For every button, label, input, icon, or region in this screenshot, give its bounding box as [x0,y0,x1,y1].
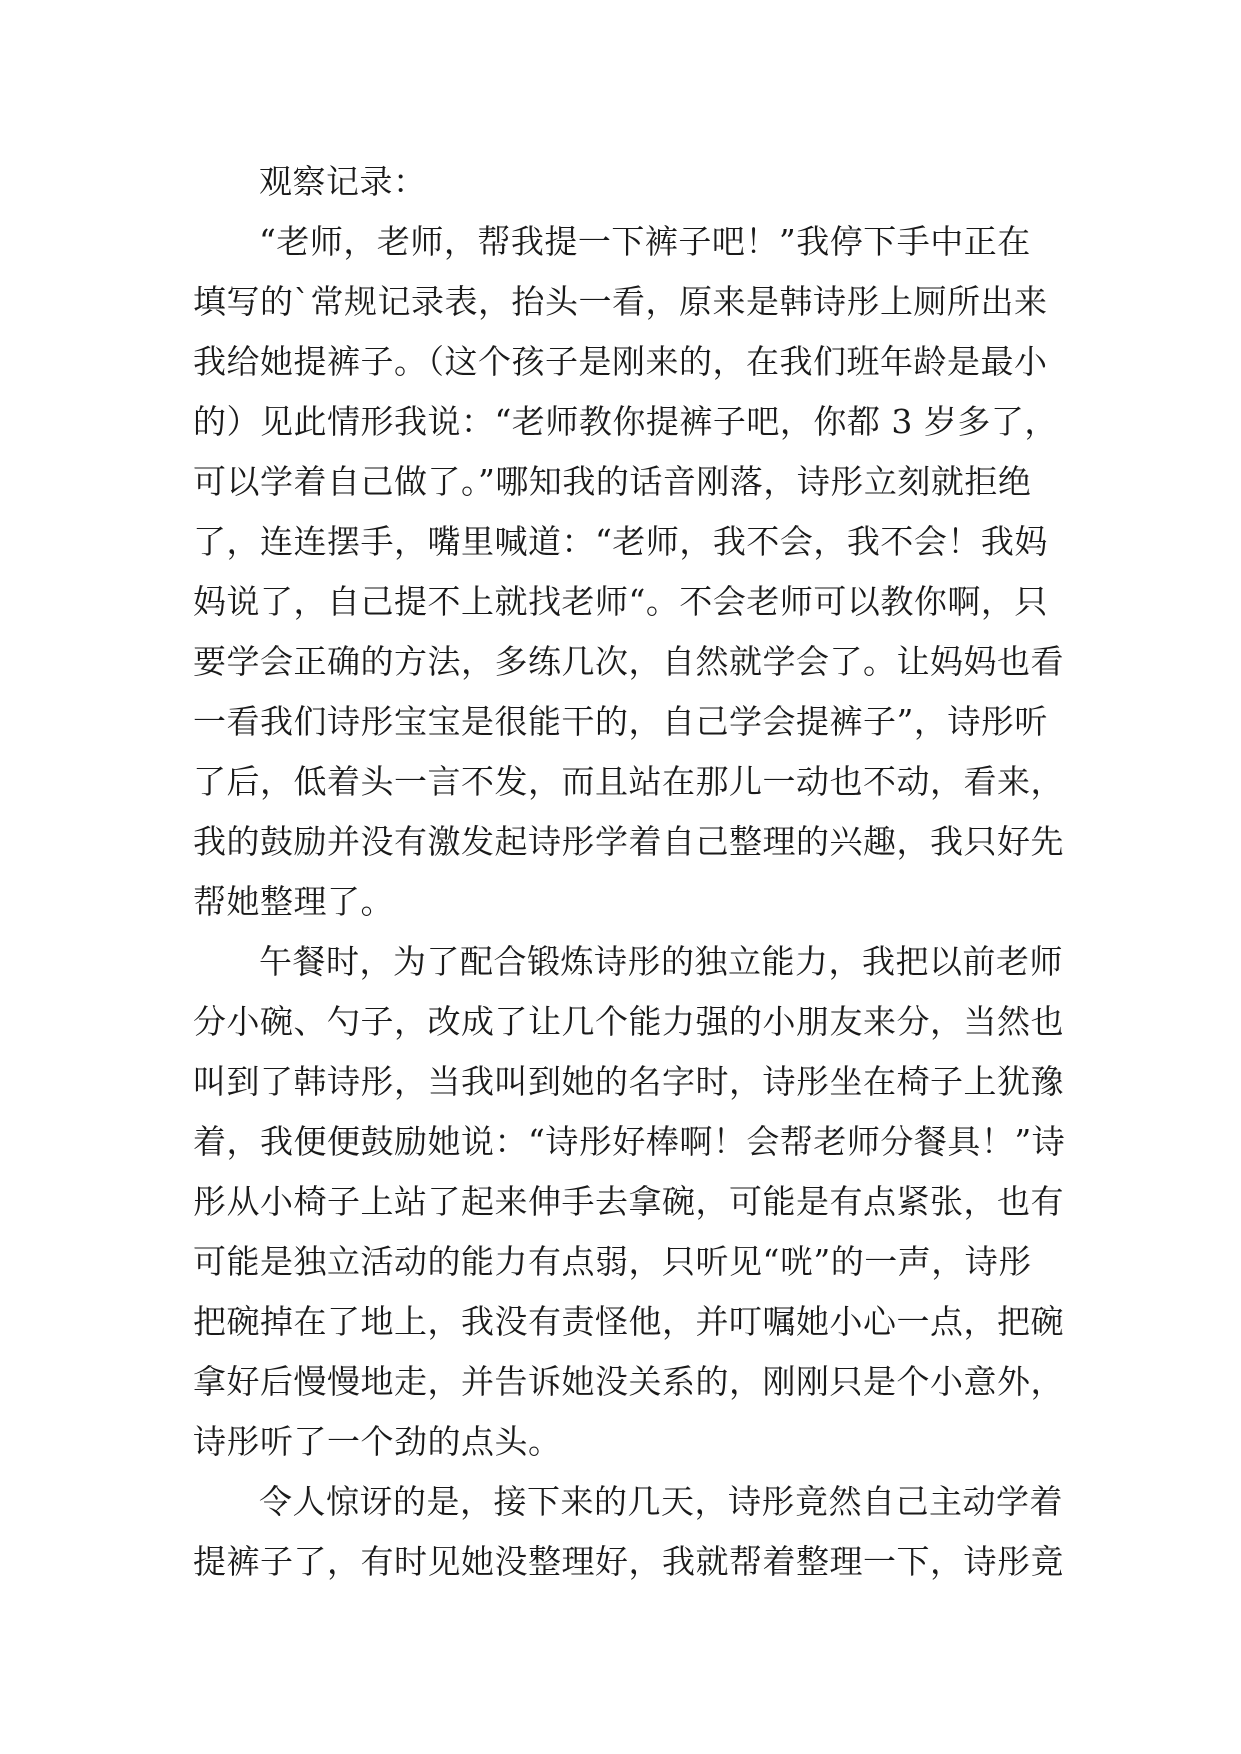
paragraph-1 [193,212,1064,932]
text-line: 把碗掉在了地上，我没有责怪他，并叮嘱她小心一点，把碗 [193,1302,1064,1341]
text-line: 一看我们诗彤宝宝是很能干的，自己学会提裤子”，诗彤听 [193,702,1048,741]
text-line: 我给她提裤子。（这个孩子是刚来的，在我们班年龄是最小 [193,342,1048,381]
text-line: 提裤子了，有时见她没整理好，我就帮着整理一下，诗彤竟 [193,1542,1064,1581]
text-line: 午餐时，为了配合锻炼诗彤的独立能力，我把以前老师 [259,942,1063,981]
text-line: 可能是独立活动的能力有点弱，只听见“咣”的一声，诗彤 [193,1242,1032,1281]
section-heading: 观察记录： [259,162,427,201]
text-line: 妈说了，自己提不上就找老师“。不会老师可以教你啊，只 [193,582,1048,621]
paragraph-2 [193,932,1066,1472]
text-line: “老师，老师，帮我提一下裤子吧！”我停下手中正在 [259,222,1031,261]
text-line: 令人惊讶的是，接下来的几天，诗彤竟然自己主动学着 [259,1482,1063,1521]
text-line: 拿好后慢慢地走，并告诉她没关系的，刚刚只是个小意外， [193,1362,1064,1401]
text-line: 分小碗、勺子，改成了让几个能力强的小朋友来分，当然也 [193,1002,1064,1041]
text-line: 着，我便便鼓励她说：“诗彤好棒啊！会帮老师分餐具！”诗 [193,1122,1066,1161]
text-line: 彤从小椅子上站了起来伸手去拿碗，可能是有点紧张，也有 [193,1182,1064,1221]
text-line: 了，连连摆手，嘴里喊道：“老师，我不会，我不会！我妈 [193,522,1048,561]
text-line: 可以学着自己做了。”哪知我的话音刚落，诗彤立刻就拒绝 [193,462,1032,501]
text-line: 的）见此情形我说：“老师教你提裤子吧，你都 3 岁多了， [193,402,1058,441]
text-line: 我的鼓励并没有激发起诗彤学着自己整理的兴趣，我只好先 [193,822,1064,861]
document-body [193,152,1066,1592]
text-line: 要学会正确的方法，多练几次，自然就学会了。让妈妈也看 [193,642,1064,681]
paragraph-3 [193,1472,1064,1592]
text-line: 填写的`常规记录表，抬头一看，原来是韩诗彤上厕所出来 [193,282,1048,321]
text-line: 诗彤听了一个劲的点头。 [193,1422,562,1461]
text-line: 帮她整理了。 [193,882,394,921]
text-line: 了后，低着头一言不发，而且站在那儿一动也不动，看来， [193,762,1064,801]
text-line: 叫到了韩诗彤，当我叫到她的名字时，诗彤坐在椅子上犹豫 [193,1062,1064,1101]
